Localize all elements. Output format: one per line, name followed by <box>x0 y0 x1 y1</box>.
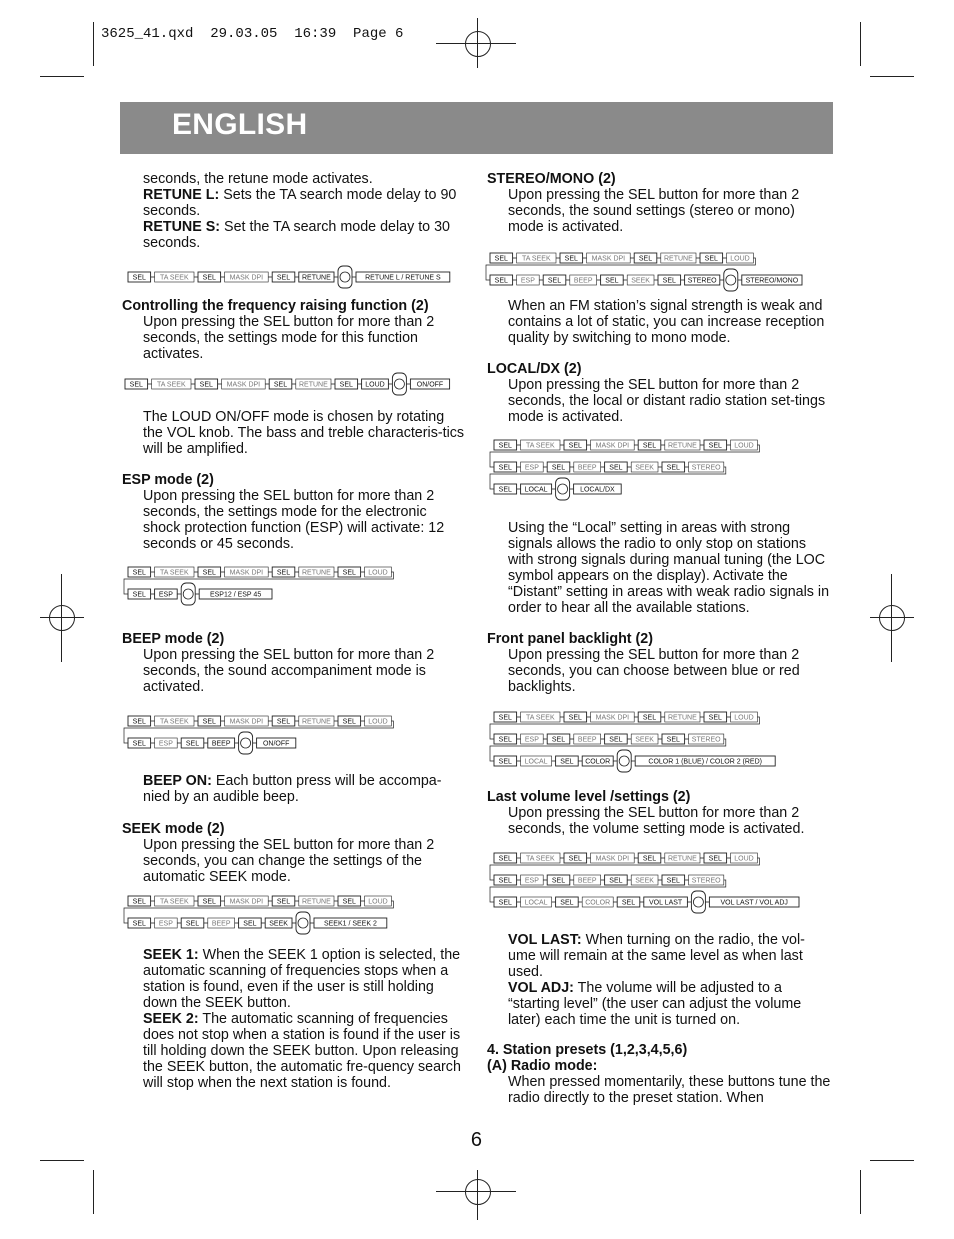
diagram-label: SEL <box>202 898 216 906</box>
diagram-label: LOCAL/DX <box>580 486 615 494</box>
diagram-label: COLOR 1 (BLUE) / COLOR 2 (RED) <box>648 758 762 766</box>
diagram-label: RETUNE <box>302 569 331 577</box>
local-note: Using the “Local” setting in areas with strong signals allows the radio to only stop on stations with strong signals during manual tuning (the LOC symbol appears on the display). Activate the “Distant” setting in areas with weak radio signals in order to hear all the available stations. <box>508 520 830 616</box>
diagram-label: LOUD <box>734 442 754 450</box>
diagram-label: RETUNE <box>302 718 331 726</box>
flow-diagram-svg <box>490 247 806 297</box>
diagram-backlight <box>494 706 780 778</box>
diagram-label: SEL <box>498 486 512 494</box>
diagram-label: SEL <box>498 464 512 472</box>
diagram-beep <box>128 710 396 760</box>
freq-section <box>122 298 467 362</box>
radio-mode-body: When pressed momentarily, these buttons tune the radio directly to the preset station. When <box>508 1074 831 1106</box>
esp-heading: ESP mode (2) <box>122 472 214 488</box>
loud-note: The LOUD ON/OFF mode is chosen by rotating the VOL knob. The bass and treble characteris-tics will be amplified. <box>143 409 465 457</box>
diagram-label: SEEK <box>635 877 654 885</box>
diagram-label: SEL <box>273 381 288 389</box>
diagram-label: SEL <box>498 758 512 766</box>
diagram-label: ESP <box>520 277 535 285</box>
crop-mark <box>860 22 861 66</box>
diagram-label: SEEK <box>269 920 288 928</box>
left-column <box>122 171 467 251</box>
esp-body: Upon pressing the SEL button for more than 2 seconds, the settings mode for the electronic shock protection function (ESP) will activate: 12 seconds or 45 seconds. <box>143 488 445 552</box>
diagram-label: TA SEEK <box>159 898 189 906</box>
diagram-label: SEL <box>498 714 512 722</box>
diagram-label: SEL <box>551 736 566 744</box>
diagram-label: SEL <box>708 442 722 450</box>
diagram-label: LOCAL <box>524 486 548 494</box>
flow-diagram-svg <box>125 373 454 401</box>
diagram-label: SEL <box>609 464 623 472</box>
crop-mark <box>870 76 914 77</box>
diagram-label: MASK DPI <box>229 718 264 726</box>
diagram-label: BEEP <box>573 277 593 285</box>
flow-diagram-svg <box>494 706 780 778</box>
diagram-label: RETUNE <box>302 898 331 906</box>
diagram-label: COLOR <box>585 899 611 907</box>
retune-l-paragraph: RETUNE L: Sets the TA search mode delay to 90 seconds. <box>143 187 457 219</box>
diagram-seek <box>128 890 396 940</box>
flow-diagram-svg <box>494 434 762 506</box>
diagram-label: BEEP <box>577 736 597 744</box>
diagram-label: SEEK <box>635 464 654 472</box>
freq-body: Upon pressing the SEL button for more than 2 seconds, the settings mode for this function activates. <box>143 314 435 362</box>
flow-diagram-svg <box>128 266 454 294</box>
diagram-label: SEL <box>202 274 216 282</box>
vol-knob-icon <box>691 891 705 913</box>
seek1-paragraph: SEEK 1: When the SEEK 1 option is selected, the automatic scanning of frequencies stops when a station is found, even if the user is still holding down the SEEK button. <box>143 947 461 1011</box>
diagram-label: RETUNE <box>302 274 331 282</box>
diagram-label: ESP <box>524 464 539 472</box>
vol-knob-icon <box>181 583 195 605</box>
diagram-local <box>494 434 762 506</box>
diagram-label: TA SEEK <box>159 274 189 282</box>
diagram-label: ESP12 / ESP 45 <box>209 591 262 599</box>
diagram-label: SEL <box>132 920 146 928</box>
diagram-label: LOUD <box>734 714 754 722</box>
diagram-label: SEL <box>551 464 566 472</box>
diagram-label: SEL <box>568 855 582 863</box>
volume-heading: Last volume level /settings (2) <box>487 789 691 805</box>
print-slug: 3625_41.qxd 29.03.05 16:39 Page 6 <box>101 26 404 42</box>
diagram-label: SEL <box>185 740 200 748</box>
diagram-label: SEL <box>202 569 216 577</box>
diagram-label: SEL <box>276 569 291 577</box>
diagram-label: ON/OFF <box>416 381 444 389</box>
diagram-label: RETUNE <box>664 255 693 263</box>
stereo-note-section <box>487 298 832 346</box>
stereo-body: Upon pressing the SEL button for more than 2 seconds, the sound settings (stereo or mono) mode is activated. <box>508 187 800 235</box>
diagram-label: RETUNE <box>668 442 697 450</box>
crop-mark <box>93 1170 94 1214</box>
page-number: 6 <box>470 1129 482 1151</box>
diagram-label: SEL <box>605 277 619 285</box>
diagram-label: SEL <box>564 255 578 263</box>
flow-diagram-svg <box>494 847 803 919</box>
diagram-label: SEL <box>498 877 512 885</box>
vol-knob-icon <box>724 269 738 291</box>
crop-mark <box>93 22 94 66</box>
diagram-label: SEL <box>551 877 566 885</box>
diagram-retune <box>128 266 454 294</box>
diagram-label: SEL <box>342 898 356 906</box>
diagram-label: SEL <box>129 381 143 389</box>
retune-intro: seconds, the retune mode activates. <box>143 171 373 187</box>
vol-knob-icon <box>296 912 310 934</box>
diagram-stereo <box>490 247 806 297</box>
banner-title: ENGLISH <box>172 108 308 141</box>
diagram-label: SEL <box>202 718 216 726</box>
diagram-label: ESP <box>524 736 539 744</box>
diagram-label: SEL <box>666 464 680 472</box>
diagram-label: BEEP <box>577 877 597 885</box>
diagram-label: SEL <box>132 740 146 748</box>
seek2-paragraph: SEEK 2: The automatic scanning of frequencies does not stop when a station is found if the user is till holding down the SEEK button. Upon releasing the SEEK button, the automatic fre-quency search will stop when the next station is found. <box>143 1011 461 1091</box>
presets-section <box>487 1042 832 1106</box>
volume-body: Upon pressing the SEL button for more than 2 seconds, the volume setting mode is activated. <box>508 805 805 837</box>
diagram-volume <box>494 847 803 919</box>
diagram-label: SEEK1 / SEEK 2 <box>323 920 377 928</box>
freq-heading: Controlling the frequency raising function (2) <box>122 298 429 314</box>
diagram-loud <box>125 373 454 401</box>
diagram-label: MASK DPI <box>229 569 264 577</box>
beep-on-section <box>122 773 467 805</box>
diagram-label: TA SEEK <box>521 255 551 263</box>
diagram-label: SEL <box>132 898 146 906</box>
diagram-label: SEL <box>547 277 562 285</box>
diagram-label: TA SEEK <box>159 718 189 726</box>
diagram-label: SEL <box>199 381 213 389</box>
diagram-label: BEEP <box>211 740 231 748</box>
diagram-label: SEL <box>704 255 718 263</box>
diagram-label: RETUNE L / RETUNE S <box>365 274 441 282</box>
diagram-label: STEREO <box>691 736 721 744</box>
beep-heading: BEEP mode (2) <box>122 631 225 647</box>
diagram-label: STEREO <box>687 277 717 285</box>
diagram-label: ON/OFF <box>262 740 290 748</box>
diagram-label: LOUD <box>368 569 388 577</box>
diagram-label: MASK DPI <box>226 381 261 389</box>
local-section <box>487 361 832 425</box>
vol-last-paragraph: VOL LAST: When turning on the radio, the vol-ume will remain at the same level as when last used. <box>508 932 805 980</box>
diagram-label: SEL <box>662 277 676 285</box>
diagram-label: SEL <box>621 899 636 907</box>
diagram-label: SEL <box>132 718 146 726</box>
diagram-label: ESP <box>158 740 173 748</box>
beep-on-paragraph: BEEP ON: Each button press will be accompa-nied by an audible beep. <box>143 773 442 805</box>
diagram-label: SEL <box>276 718 291 726</box>
diagram-label: SEL <box>498 442 512 450</box>
diagram-label: COLOR <box>585 758 611 766</box>
local-body: Upon pressing the SEL button for more than 2 seconds, the local or distant radio station set-tings mode is activated. <box>508 377 826 425</box>
diagram-label: LOUD <box>368 718 388 726</box>
local-note-section <box>487 520 832 616</box>
diagram-label: SEL <box>568 442 582 450</box>
diagram-label: SEL <box>638 255 653 263</box>
diagram-label: SEL <box>666 877 680 885</box>
diagram-label: SEL <box>560 899 574 907</box>
diagram-label: VOL LAST <box>648 899 683 907</box>
diagram-label: SEL <box>609 877 623 885</box>
seek-options-section <box>122 947 467 1091</box>
diagram-label: TA SEEK <box>525 855 555 863</box>
diagram-label: MASK DPI <box>591 255 626 263</box>
beep-section <box>122 631 467 695</box>
diagram-label: VOL LAST / VOL ADJ <box>720 899 788 907</box>
diagram-label: SEL <box>185 920 200 928</box>
diagram-label: SEL <box>342 569 356 577</box>
vol-adj-paragraph: VOL ADJ: The volume will be adjusted to a “starting level” (the user can adjust the volume later) each time the unit is turned on. <box>508 980 802 1028</box>
diagram-label: LOCAL <box>524 758 548 766</box>
diagram-esp <box>128 561 396 611</box>
flow-diagram-svg <box>128 890 396 940</box>
radio-mode-heading: (A) Radio mode: <box>487 1058 598 1074</box>
backlight-section <box>487 631 832 695</box>
seek-section <box>122 821 467 885</box>
backlight-heading: Front panel backlight (2) <box>487 631 654 647</box>
loud-note-section <box>122 409 467 457</box>
diagram-label: LOUD <box>365 381 385 389</box>
diagram-label: SEL <box>708 714 722 722</box>
diagram-label: MASK DPI <box>229 274 264 282</box>
retune-s-paragraph: RETUNE S: Set the TA search mode delay to 30 seconds. <box>143 219 451 251</box>
diagram-label: SEL <box>494 255 508 263</box>
diagram-label: SEL <box>276 898 291 906</box>
seek-body: Upon pressing the SEL button for more than 2 seconds, you can change the settings of the automatic SEEK mode. <box>143 837 435 885</box>
diagram-label: SEL <box>642 442 657 450</box>
diagram-label: LOUD <box>368 898 388 906</box>
diagram-label: TA SEEK <box>525 714 555 722</box>
diagram-label: LOUD <box>734 855 754 863</box>
diagram-label: MASK DPI <box>229 898 264 906</box>
diagram-label: SEEK <box>631 277 650 285</box>
diagram-label: SEL <box>132 569 146 577</box>
diagram-label: SEL <box>642 714 657 722</box>
beep-body: Upon pressing the SEL button for more than 2 seconds, the sound accompaniment mode is activated. <box>143 647 435 695</box>
vol-knob-icon <box>338 266 352 288</box>
diagram-label: RETUNE <box>668 855 697 863</box>
diagram-label: SEL <box>339 381 353 389</box>
diagram-label: SEL <box>498 736 512 744</box>
volume-section <box>487 789 832 837</box>
local-heading: LOCAL/DX (2) <box>487 361 582 377</box>
crop-mark <box>870 1160 914 1161</box>
stereo-note: When an FM station’s signal strength is weak and contains a lot of static, you can increase reception quality by switching to mono mode. <box>508 298 825 346</box>
diagram-label: RETUNE <box>668 714 697 722</box>
vol-knob-icon <box>239 732 253 754</box>
diagram-label: BEEP <box>211 920 231 928</box>
diagram-label: TA SEEK <box>156 381 186 389</box>
diagram-label: SEL <box>609 736 623 744</box>
diagram-label: LOUD <box>730 255 750 263</box>
diagram-label: SEL <box>342 718 356 726</box>
presets-heading: 4. Station presets (1,2,3,4,5,6) <box>487 1042 688 1058</box>
diagram-label: STEREO <box>691 877 721 885</box>
diagram-label: SEL <box>132 591 146 599</box>
diagram-label: MASK DPI <box>595 714 630 722</box>
diagram-label: STEREO <box>691 464 721 472</box>
seek-heading: SEEK mode (2) <box>122 821 225 837</box>
crop-mark <box>40 1160 84 1161</box>
diagram-label: SEL <box>132 274 146 282</box>
esp-section <box>122 472 467 552</box>
diagram-label: ESP <box>158 591 173 599</box>
diagram-label: BEEP <box>577 464 597 472</box>
stereo-heading: STEREO/MONO (2) <box>487 171 616 187</box>
diagram-label: RETUNE <box>299 381 328 389</box>
stereo-section <box>487 171 832 235</box>
diagram-label: SEEK <box>635 736 654 744</box>
diagram-label: ESP <box>158 920 173 928</box>
backlight-body: Upon pressing the SEL button for more than 2 seconds, you can choose between blue or red backlights. <box>508 647 800 695</box>
language-banner <box>120 102 833 154</box>
diagram-label: SEL <box>642 855 657 863</box>
diagram-label: SEL <box>494 277 508 285</box>
flow-diagram-svg <box>128 561 396 611</box>
diagram-label: TA SEEK <box>159 569 189 577</box>
diagram-label: SEL <box>276 274 291 282</box>
diagram-label: SEL <box>243 920 257 928</box>
diagram-label: MASK DPI <box>595 442 630 450</box>
diagram-label: SEL <box>498 899 512 907</box>
diagram-label: SEL <box>560 758 574 766</box>
diagram-label: ESP <box>524 877 539 885</box>
vol-knob-icon <box>392 373 406 395</box>
vol-knob-icon <box>556 478 570 500</box>
diagram-label: SEL <box>666 736 680 744</box>
vol-knob-icon <box>617 750 631 772</box>
diagram-label: STEREO/MONO <box>745 277 799 285</box>
crop-mark <box>860 1170 861 1214</box>
diagram-label: SEL <box>568 714 582 722</box>
diagram-label: SEL <box>708 855 722 863</box>
diagram-label: LOCAL <box>524 899 548 907</box>
crop-mark <box>40 76 84 77</box>
flow-diagram-svg <box>128 710 396 760</box>
diagram-label: TA SEEK <box>525 442 555 450</box>
diagram-label: MASK DPI <box>595 855 630 863</box>
diagram-label: SEL <box>498 855 512 863</box>
vol-options-section <box>487 932 832 1028</box>
